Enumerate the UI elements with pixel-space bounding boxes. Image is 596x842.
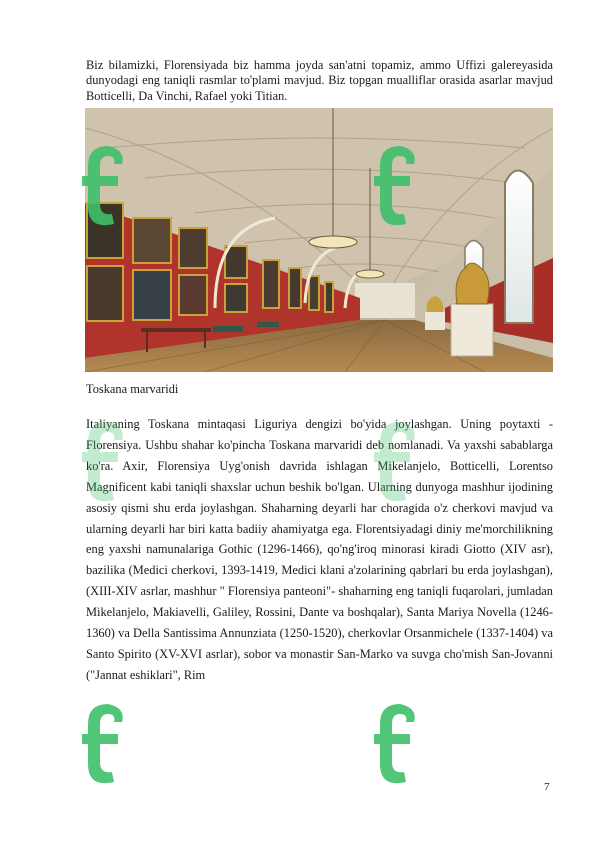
watermark-logo-icon [370, 142, 428, 232]
body-paragraph: Italiyaning Toskana mintaqasi Liguriya dengizi bo'yida joylashgan. Uning poytaxti - Florensiya. Ushbu shahar ko'pincha Toskana marvaridi deb nomlanadi. Va yaxshi sabablarga ko'ra. Axir, Florensiya Uyg'onish davrida ishlagan Mikelanjelo, Botticelli, Lorentso Magnificent kabi taniqli shaxslar uchun beshik bo'lgan. Ularning dunyoga mashhur ijodining asosiy qismi shu erda joylashgan. Shaharning deyarli har choragida o'z cherkovi mavjud va ularning deyarli har biri katta badiiy ahamiyatga ega. Florentsiyadagi diniy me'morchilikning eng yaxshi namunalariga Gothic (1296-1466), qo'ng'iroq minorasi kiradi Giotto (XIV asr), bazilika (Medici cherkovi, 1393-1419, Medici klani a'zolarining qabrlari bu erda joylashgan), (XIII-XIV asrlar, mashhur " Florensiya panteoni"- shaharning eng taniqli fuqarolari, jumladan Mikelanjelo, Makiavelli, Galiley, Rossini, Dante va boshqalar), Santa Mariya Novella (1246-1360) va Della Santissima Annunziata (1250-1520), cherkovlar Orsanmichele (1337-1404) va Santo Spirito (XV-XVI asrlar), sobor va monastir San-Marko va suvga cho'mish San-Jovanni ("Jannat eshiklari", Rim [86, 417, 553, 682]
page-number: 7 [544, 781, 550, 793]
watermark-logo-icon [78, 142, 136, 232]
watermark-logo-icon [78, 700, 136, 790]
watermark-logo-icon [78, 418, 136, 508]
intro-paragraph: Biz bilamizki, Florensiyada biz hamma joyda san'atni topamiz, ammo Uffizi galereyasida dunyodagi eng taniqli rasmlar to'plami mavjud. Biz topgan mualliflar orasida asarlar mavjud Botticelli, Da Vinchi, Rafael yoki Titian. [86, 58, 553, 103]
watermark-logo-icon [370, 418, 428, 508]
gallery-photo [85, 108, 553, 372]
watermark-logo-icon [370, 700, 428, 790]
photo-caption: Toskana marvaridi [86, 382, 179, 396]
